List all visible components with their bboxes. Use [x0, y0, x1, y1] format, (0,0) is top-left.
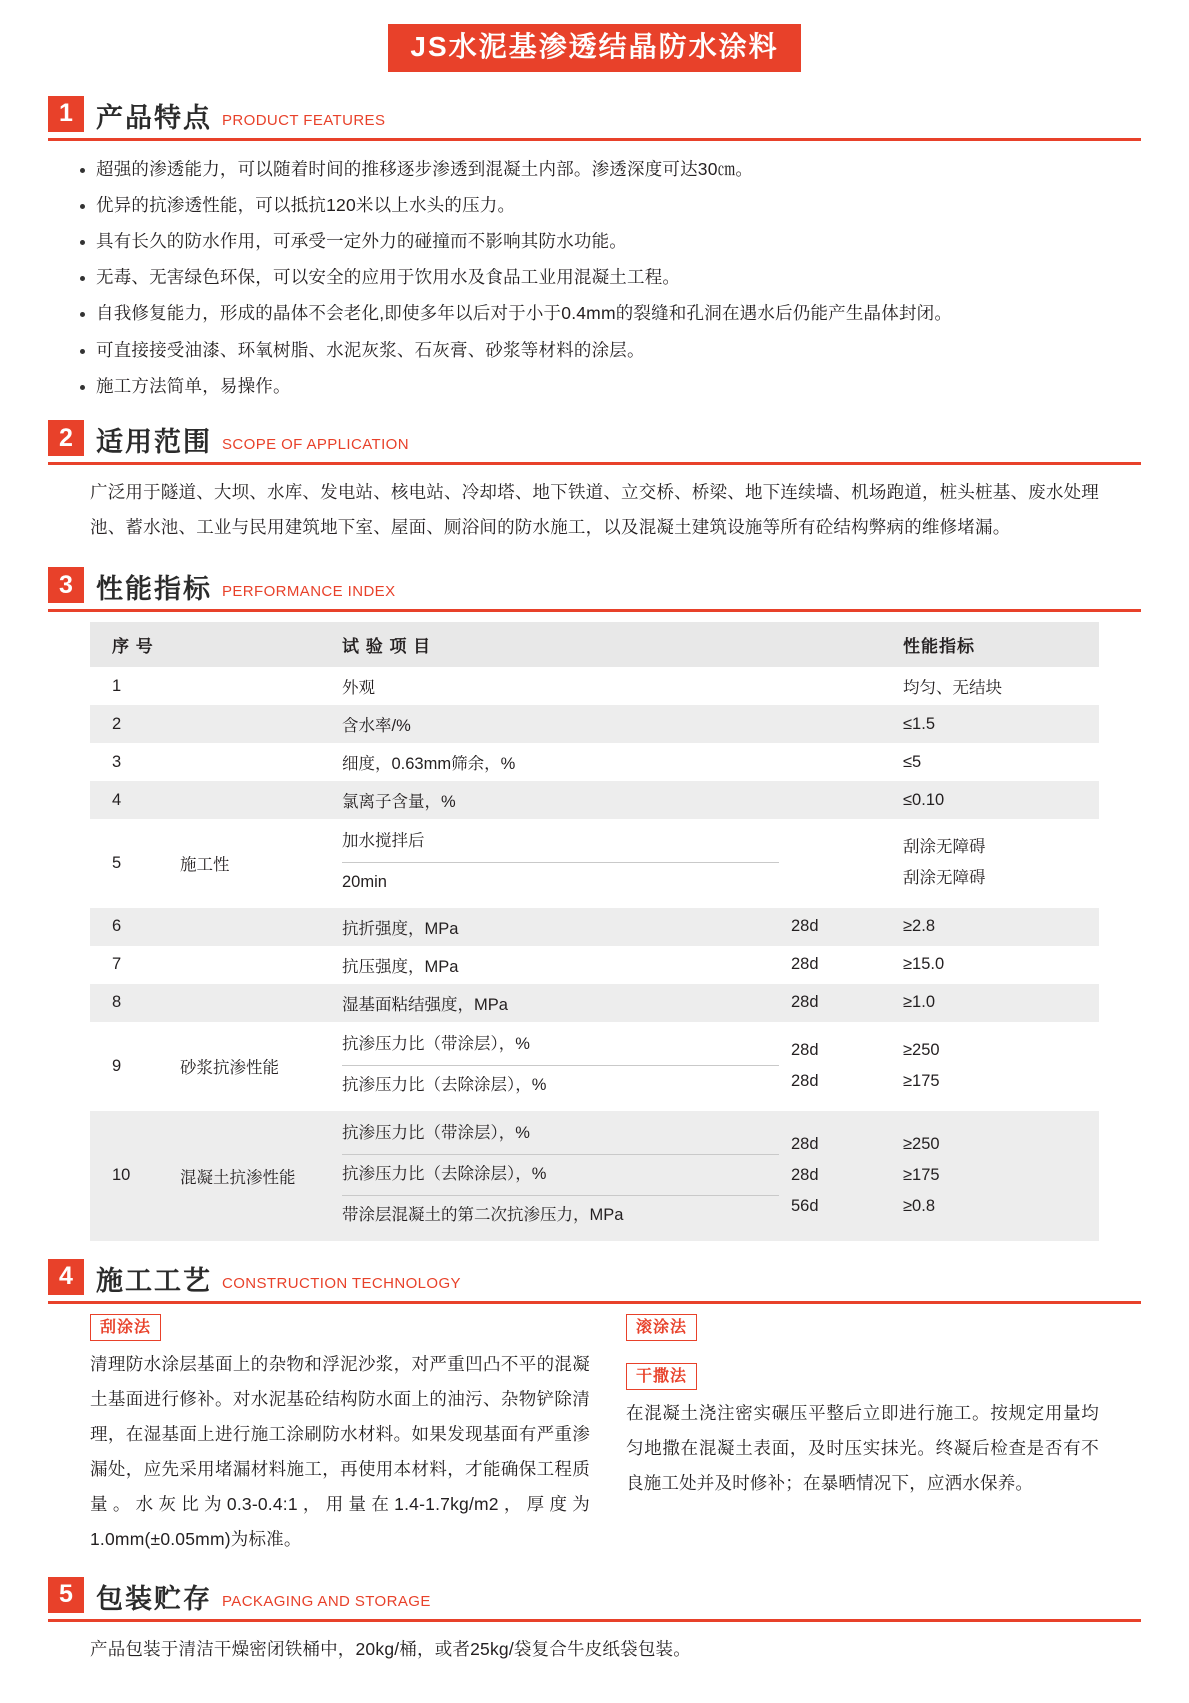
cell-group: 施工性	[180, 856, 230, 875]
section-construction-technology	[48, 1257, 1141, 1557]
table-row	[90, 1022, 1099, 1111]
section-header	[48, 1257, 1141, 1297]
scope-paragraph: 广泛用于隧道、大坝、水库、发电站、核电站、冷却塔、地下铁道、立交桥、桥梁、地下连续墙、机场跑道，桩头桩基、废水处理池、蓄水池、工业与民用建筑地下室、屋面、厕浴间的防水施工，以及混凝土建筑设施等所有砼结构弊病的维修堵漏。	[90, 482, 1099, 538]
section-title-cn: 适用范围	[96, 427, 212, 458]
cell-no: 9	[112, 1056, 122, 1075]
cell-age	[785, 781, 897, 819]
cell-age-line	[791, 832, 891, 863]
construction-columns	[48, 1314, 1141, 1557]
page-title: JS水泥基渗透结晶防水涂料	[388, 24, 800, 72]
cell-group	[174, 705, 336, 743]
section-number-badge: 3	[48, 567, 84, 603]
construction-right-column	[626, 1314, 1099, 1557]
column-header-no: 序 号	[90, 622, 174, 667]
section-performance-index	[48, 565, 1141, 1240]
cell-item	[336, 1022, 785, 1111]
list-item: 自我修复能力，形成的晶体不会老化,即使多年以后对于小于0.4mm的裂缝和孔洞在遇水后仍能产生晶体封闭。	[96, 295, 1141, 331]
cell-item-line: 抗渗压力比（带涂层），%	[342, 1029, 779, 1066]
cell-value: ≤0.10	[897, 781, 1099, 819]
section-number-badge: 2	[48, 420, 84, 456]
section-title-cn: 包装贮存	[96, 1583, 212, 1614]
cell-age	[785, 705, 897, 743]
cell-value-line: 刮涂无障碍	[903, 838, 986, 857]
performance-table	[90, 622, 1099, 1240]
cell-group	[174, 984, 336, 1022]
section-divider	[48, 138, 1141, 141]
cell-item-line: 抗渗压力比（去除涂层），%	[342, 1076, 547, 1095]
table-row	[90, 1111, 1099, 1241]
cell-value: ≥1.0	[897, 984, 1099, 1022]
cell-group	[174, 781, 336, 819]
cell-age-line: 28d	[791, 1165, 819, 1184]
cell-item	[336, 1111, 785, 1241]
cell-item-line: 抗渗压力比（去除涂层），%	[342, 1159, 779, 1196]
method-tag-rolling: 滚涂法	[626, 1314, 697, 1341]
section-title-en: PACKAGING AND STORAGE	[222, 1592, 431, 1610]
list-item: 无毒、无害绿色环保，可以安全的应用于饮用水及食品工业用混凝土工程。	[96, 259, 1141, 295]
section-packaging-storage	[48, 1575, 1141, 1667]
cell-item: 氯离子含量，%	[336, 781, 785, 819]
cell-value: ≥15.0	[903, 955, 945, 974]
cell-item-line: 20min	[342, 873, 387, 892]
list-item: 优异的抗渗透性能，可以抵抗120米以上水头的压力。	[96, 187, 1141, 223]
section-title-en: SCOPE OF APPLICATION	[222, 436, 409, 454]
section-header	[48, 94, 1141, 134]
section-title-en: CONSTRUCTION TECHNOLOGY	[222, 1274, 461, 1292]
cell-no: 1	[112, 676, 122, 695]
cell-age	[785, 1022, 897, 1111]
cell-group	[174, 946, 336, 984]
section-divider	[48, 1619, 1141, 1622]
section-number-badge: 5	[48, 1577, 84, 1613]
cell-item	[336, 819, 785, 908]
column-header-item: 试 验 项 目	[336, 622, 785, 667]
cell-age	[785, 819, 897, 908]
cell-value	[897, 819, 1099, 908]
cell-no: 3	[112, 752, 122, 771]
packaging-paragraph: 产品包装于清洁干燥密闭铁桶中，20kg/桶，或者25kg/袋复合牛皮纸袋包装。	[90, 1638, 691, 1659]
list-item: 施工方法简单，易操作。	[96, 368, 1141, 404]
cell-value-line: ≥250	[903, 1040, 940, 1059]
cell-age: 28d	[785, 984, 897, 1022]
cell-value: ≤5	[903, 752, 922, 771]
cell-age-line: 28d	[791, 1072, 819, 1091]
section-product-features	[48, 94, 1141, 405]
section-divider	[48, 462, 1141, 465]
cell-age: 28d	[785, 908, 897, 946]
cell-group: 砂浆抗渗性能	[180, 1059, 279, 1078]
cell-value: ≥2.8	[897, 908, 1099, 946]
cell-item-line: 抗渗压力比（带涂层），%	[342, 1118, 779, 1155]
list-item: 可直接接受油漆、环氧树脂、水泥灰浆、石灰膏、砂浆等材料的涂层。	[96, 332, 1141, 368]
cell-age	[785, 1111, 897, 1241]
section-scope-of-application	[48, 418, 1141, 545]
cell-item: 含水率/%	[336, 705, 785, 743]
cell-group: 混凝土抗渗性能	[174, 1111, 336, 1241]
cell-age-line: 28d	[791, 1040, 819, 1059]
column-header-index: 性能指标	[897, 622, 1099, 667]
cell-no: 10	[90, 1111, 174, 1241]
table-row	[90, 781, 1099, 819]
cell-value-line: ≥175	[903, 1072, 940, 1091]
cell-value-line: ≥250	[903, 1134, 940, 1153]
cell-age-line	[791, 863, 891, 894]
cell-no: 4	[90, 781, 174, 819]
cell-value: ≤1.5	[897, 705, 1099, 743]
cell-group	[174, 908, 336, 946]
table-row	[90, 705, 1099, 743]
cell-item: 抗折强度，MPa	[336, 908, 785, 946]
section-divider	[48, 609, 1141, 612]
table-row	[90, 946, 1099, 984]
cell-no: 6	[90, 908, 174, 946]
cell-item: 外观	[342, 679, 375, 698]
cell-item-line: 带涂层混凝土的第二次抗渗压力，MPa	[342, 1206, 624, 1225]
cell-value	[897, 1022, 1099, 1111]
method-text-scraping: 清理防水涂层基面上的杂物和浮泥沙浆，对严重凹凸不平的混凝土基面进行修补。对水泥基砼结构防水面上的油污、杂物铲除清理，在湿基面上进行施工涂刷防水材料。如果发现基面有严重渗漏处，应先采用堵漏材料施工，再使用本材料，才能确保工程质量。水灰比为0.3-0.4:1，用量在1.4-1.7kg/m2，厚度为1.0mm(±0.05mm)为标准。	[90, 1353, 590, 1549]
cell-age	[785, 667, 897, 705]
table-row	[90, 667, 1099, 705]
method-tag-scraping: 刮涂法	[90, 1314, 161, 1341]
document-title-bar	[48, 0, 1141, 94]
cell-value-line: ≥0.8	[903, 1197, 935, 1216]
section-header	[48, 418, 1141, 458]
cell-value	[897, 1111, 1099, 1241]
section-title-cn: 性能指标	[96, 574, 212, 605]
list-item: 超强的渗透能力，可以随着时间的推移逐步渗透到混凝土内部。渗透深度可达30㎝。	[96, 151, 1141, 187]
performance-table-wrap	[48, 622, 1141, 1240]
spacer	[626, 1347, 1099, 1363]
section-number-badge: 4	[48, 1259, 84, 1295]
cell-item: 湿基面粘结强度，MPa	[336, 984, 785, 1022]
product-features-list	[48, 151, 1141, 405]
table-row	[90, 984, 1099, 1022]
cell-group	[174, 667, 336, 705]
section-header	[48, 565, 1141, 605]
cell-no: 8	[90, 984, 174, 1022]
section-title-cn: 产品特点	[96, 102, 212, 133]
cell-age	[785, 743, 897, 781]
table-row	[90, 743, 1099, 781]
cell-item: 抗压强度，MPa	[342, 957, 459, 976]
cell-value-line: 刮涂无障碍	[903, 869, 986, 888]
table-row	[90, 819, 1099, 908]
section-title-en: PRODUCT FEATURES	[222, 111, 386, 129]
section-title-cn: 施工工艺	[96, 1265, 212, 1296]
cell-age-line: 28d	[791, 1134, 819, 1153]
cell-age-line: 56d	[791, 1197, 819, 1216]
table-header-row	[90, 622, 1099, 667]
section-number-badge: 1	[48, 96, 84, 132]
column-header-group	[174, 622, 336, 667]
cell-item: 细度，0.63mm筛余，%	[342, 755, 516, 774]
cell-no: 7	[112, 955, 122, 974]
cell-group	[174, 743, 336, 781]
list-item: 具有长久的防水作用，可承受一定外力的碰撞而不影响其防水功能。	[96, 223, 1141, 259]
cell-no: 2	[90, 705, 174, 743]
method-tag-dry-spread: 干撒法	[626, 1363, 697, 1390]
method-text-dry-spread: 在混凝土浇注密实碾压平整后立即进行施工。按规定用量均匀地撒在混凝土表面，及时压实抹光。终凝后检查是否有不良施工处并及时修补；在暴晒情况下，应洒水保养。	[626, 1402, 1099, 1493]
cell-item-line: 加水搅拌后	[342, 826, 779, 863]
cell-age: 28d	[791, 955, 819, 974]
column-header-age	[785, 622, 897, 667]
section-divider	[48, 1301, 1141, 1304]
cell-value-line: ≥175	[903, 1165, 940, 1184]
cell-no: 5	[112, 853, 122, 872]
cell-value: 均匀、无结块	[903, 679, 1002, 698]
table-row	[90, 908, 1099, 946]
section-title-en: PERFORMANCE INDEX	[222, 583, 396, 601]
construction-left-column	[90, 1314, 590, 1557]
section-header	[48, 1575, 1141, 1615]
